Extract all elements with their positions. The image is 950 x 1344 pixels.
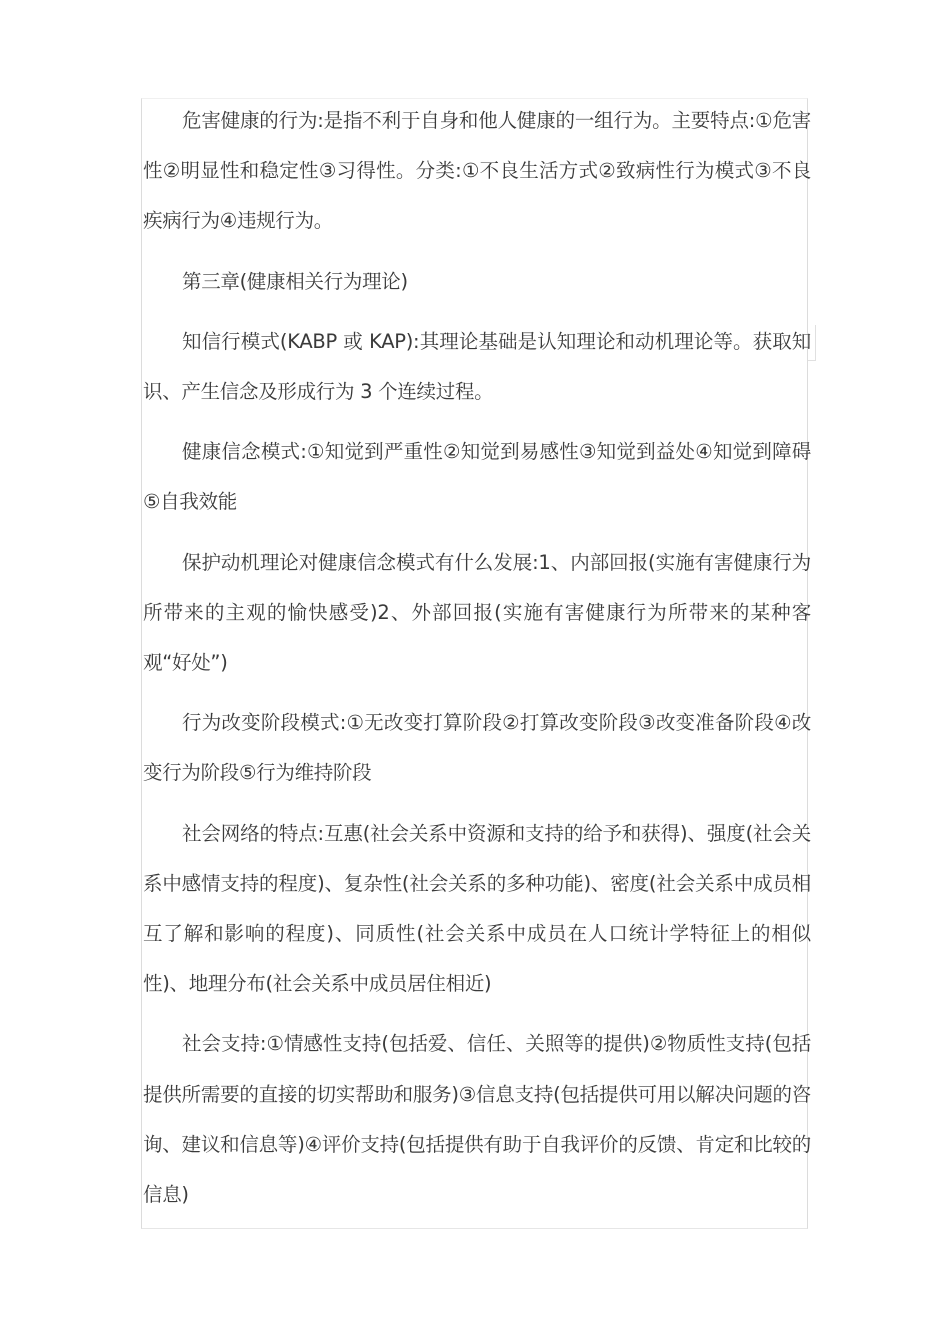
paragraph-kabp-model: 知信行模式(KABP 或 KAP):其理论基础是认知理论和动机理论等。获取知识、产生信念及形成行为 3 个连续过程。: [143, 329, 811, 404]
paragraph-protection-motivation: 保护动机理论对健康信念模式有什么发展:1、内部回报(实施有害健康行为所带来的主观的愉快感受)2、外部回报(实施有害健康行为所带来的某种客观“好处”): [143, 550, 811, 675]
paragraph-social-network: 社会网络的特点:互惠(社会关系中资源和支持的给予和获得)、强度(社会关系中感情支持的程度)、复杂性(社会关系的多种功能)、密度(社会关系中成员相互了解和影响的程度)、同质性(社会关系中成员在人口统计学特征上的相似性)、地理分布(社会关系中成员居住相近): [143, 821, 811, 996]
paragraph-social-support: 社会支持:①情感性支持(包括爱、信任、关照等的提供)②物质性支持(包括提供所需要的直接的切实帮助和服务)③信息支持(包括提供可用以解决问题的咨询、建议和信息等)④评价支持(包括提供有助于自我评价的反馈、肯定和比较的信息): [143, 1032, 811, 1207]
paragraph-health-belief-model: 健康信念模式:①知觉到严重性②知觉到易感性③知觉到益处④知觉到障碍⑤自我效能: [143, 440, 811, 514]
paragraph-stages-of-change: 行为改变阶段模式:①无改变打算阶段②打算改变阶段③改变准备阶段④改变行为阶段⑤行为维持阶段: [143, 711, 811, 785]
chapter-heading: 第三章(健康相关行为理论): [182, 269, 408, 293]
paragraph-harmful-behavior: 危害健康的行为:是指不利于自身和他人健康的一组行为。主要特点:①危害性②明显性和稳定性③习得性。分类:①不良生活方式②致病性行为模式③不良疾病行为④违规行为。: [143, 109, 811, 233]
document-body: [143, 96, 811, 1230]
